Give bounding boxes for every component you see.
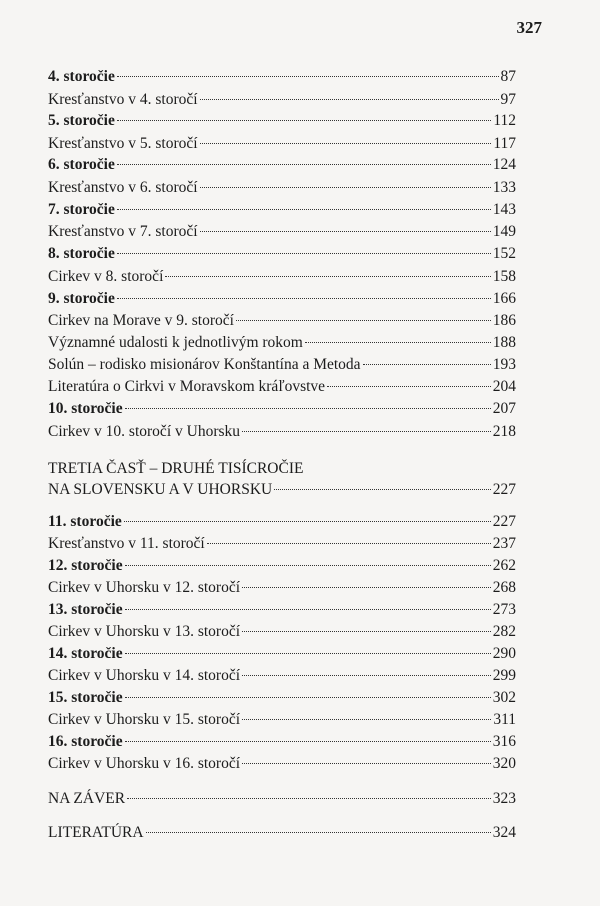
toc-entry	[48, 354, 516, 376]
toc-entry-label: Kresťanstvo v 4. storočí	[48, 91, 198, 108]
dot-leader	[146, 831, 491, 833]
dot-leader	[236, 319, 491, 321]
toc-heading	[48, 66, 516, 88]
toc-entry-page: 87	[500, 68, 516, 85]
toc-entry-page: 188	[492, 334, 516, 351]
toc-heading	[48, 243, 516, 265]
toc-entry-page: 124	[492, 156, 516, 173]
toc-entry-page: 323	[492, 790, 516, 807]
toc-entry-label: NA SLOVENSKU A V UHORSKU	[48, 481, 273, 498]
toc-entry-page: 112	[493, 112, 516, 129]
toc-entry-label: 12. storočie	[48, 557, 123, 574]
dot-leader	[200, 230, 491, 232]
toc-entry-page: 302	[492, 689, 516, 706]
toc-entry-label: 15. storočie	[48, 689, 123, 706]
toc-heading	[48, 199, 516, 221]
toc-entry-label: Cirkev v Uhorsku v 12. storočí	[48, 579, 241, 596]
toc-entry-page: 133	[492, 179, 516, 196]
toc-entry-label: 8. storočie	[48, 245, 115, 262]
dot-leader	[117, 252, 491, 254]
toc-entry-label: 14. storočie	[48, 645, 123, 662]
toc-entry-page: 207	[492, 400, 516, 417]
toc-entry-page: 227	[492, 513, 516, 530]
dot-leader	[117, 297, 491, 299]
toc-entry-label: Kresťanstvo v 11. storočí	[48, 535, 205, 552]
toc-entry-label: Významné udalosti k jednotlivým rokom	[48, 334, 303, 351]
toc-entry	[48, 621, 516, 643]
toc-entry	[48, 266, 516, 288]
dot-leader	[242, 718, 491, 720]
toc-entry	[48, 310, 516, 332]
toc-entry-label: 10. storočie	[48, 400, 123, 417]
toc-entry-label: 4. storočie	[48, 68, 115, 85]
toc-entry-page: 166	[492, 290, 516, 307]
dot-leader	[125, 608, 491, 610]
dot-leader	[242, 430, 491, 432]
toc-heading	[48, 511, 516, 533]
toc-entry	[48, 665, 516, 687]
toc-entry-label: 7. storočie	[48, 201, 115, 218]
toc-entry-label: 13. storočie	[48, 601, 123, 618]
toc-entry-page: 186	[492, 312, 516, 329]
toc-entry-page: 273	[492, 601, 516, 618]
toc-entry	[48, 221, 516, 243]
dot-leader	[117, 119, 491, 121]
toc-entry	[48, 753, 516, 775]
toc-entry-page: 117	[493, 135, 516, 152]
toc-entry-label: Cirkev v 10. storočí v Uhorsku	[48, 423, 241, 440]
toc-entry-page: 237	[492, 535, 516, 552]
dot-leader	[125, 564, 491, 566]
toc-entry-label: Cirkev v Uhorsku v 16. storočí	[48, 755, 241, 772]
dot-leader	[242, 674, 491, 676]
dot-leader	[242, 630, 491, 632]
toc-entry-label: Cirkev v 8. storočí	[48, 268, 164, 285]
toc-entry	[48, 376, 516, 398]
dot-leader	[363, 363, 491, 365]
toc-entry-page: 320	[492, 755, 516, 772]
toc-entry-page: 218	[492, 423, 516, 440]
toc-entry-label: Kresťanstvo v 6. storočí	[48, 179, 198, 196]
dot-leader	[165, 275, 490, 277]
dot-leader	[200, 142, 492, 144]
dot-leader	[242, 586, 491, 588]
toc-entry-label: NA ZÁVER	[48, 790, 126, 807]
toc-entry	[48, 533, 516, 555]
toc-entry	[48, 822, 516, 844]
dot-leader	[124, 520, 491, 522]
toc-entry	[48, 421, 516, 443]
toc-heading	[48, 555, 516, 577]
toc-heading	[48, 154, 516, 176]
dot-leader	[125, 696, 491, 698]
toc-entry-page: 311	[493, 711, 516, 728]
toc-entry-label: Kresťanstvo v 5. storočí	[48, 135, 198, 152]
page-number: 327	[516, 18, 542, 37]
toc-entry-page: 268	[492, 579, 516, 596]
toc-entry-label: Cirkev v Uhorsku v 15. storočí	[48, 711, 241, 728]
toc-entry	[48, 479, 516, 501]
toc-entry-page: 97	[500, 91, 516, 108]
toc-entry-page: 282	[492, 623, 516, 640]
dot-leader	[207, 542, 491, 544]
toc-heading	[48, 687, 516, 709]
toc-entry-label: TRETIA ČASŤ – DRUHÉ TISÍCROČIE	[48, 460, 304, 477]
dot-leader	[117, 75, 499, 77]
toc-entry-label: Kresťanstvo v 7. storočí	[48, 223, 198, 240]
dot-leader	[200, 186, 491, 188]
toc-entry-label: 5. storočie	[48, 112, 115, 129]
toc-entry-page: 193	[492, 356, 516, 373]
toc-entry-page: 299	[492, 667, 516, 684]
toc-entry-label: Cirkev v Uhorsku v 14. storočí	[48, 667, 241, 684]
toc-heading	[48, 731, 516, 753]
toc-entry-page: 316	[492, 733, 516, 750]
dot-leader	[117, 163, 491, 165]
toc-entry-label: Solún – rodisko misionárov Konštantína a Metoda	[48, 356, 361, 373]
dot-leader	[127, 797, 491, 799]
toc-entry-page: 152	[492, 245, 516, 262]
toc-entry	[48, 133, 516, 155]
dot-leader	[327, 385, 491, 387]
toc-entry-page: 143	[492, 201, 516, 218]
toc-entry-page: 324	[492, 824, 516, 841]
toc-heading	[48, 599, 516, 621]
toc-entry-page: 262	[492, 557, 516, 574]
dot-leader	[274, 488, 491, 490]
toc-entry-page: 158	[492, 268, 516, 285]
toc-heading	[48, 110, 516, 132]
toc-heading	[48, 643, 516, 665]
dot-leader	[117, 208, 491, 210]
toc-entry	[48, 89, 516, 111]
toc-entry-label: Cirkev na Morave v 9. storočí	[48, 312, 234, 329]
dot-leader	[125, 740, 491, 742]
toc-entry-label: 9. storočie	[48, 290, 115, 307]
toc-entry-label: 11. storočie	[48, 513, 122, 530]
toc-entry-page: 149	[492, 223, 516, 240]
toc-heading	[48, 288, 516, 310]
toc-entry-label: Cirkev v Uhorsku v 13. storočí	[48, 623, 241, 640]
toc-entry-label: 6. storočie	[48, 156, 115, 173]
toc-entry	[48, 788, 516, 810]
toc-entry-page: 204	[492, 378, 516, 395]
toc-entry-label: Literatúra o Cirkvi v Moravskom kráľovstve	[48, 378, 326, 395]
toc-entry-page: 227	[492, 481, 516, 498]
dot-leader	[125, 652, 491, 654]
toc-entry	[48, 458, 516, 480]
toc-entry	[48, 332, 516, 354]
toc-entry-label: 16. storočie	[48, 733, 123, 750]
dot-leader	[125, 407, 491, 409]
toc-entry	[48, 577, 516, 599]
toc-entry-page: 290	[492, 645, 516, 662]
toc-entry	[48, 177, 516, 199]
dot-leader	[200, 98, 499, 100]
toc-entry	[48, 709, 516, 731]
toc-heading	[48, 398, 516, 420]
toc-entry-label: LITERATÚRA	[48, 824, 144, 841]
dot-leader	[242, 762, 491, 764]
dot-leader	[305, 341, 491, 343]
